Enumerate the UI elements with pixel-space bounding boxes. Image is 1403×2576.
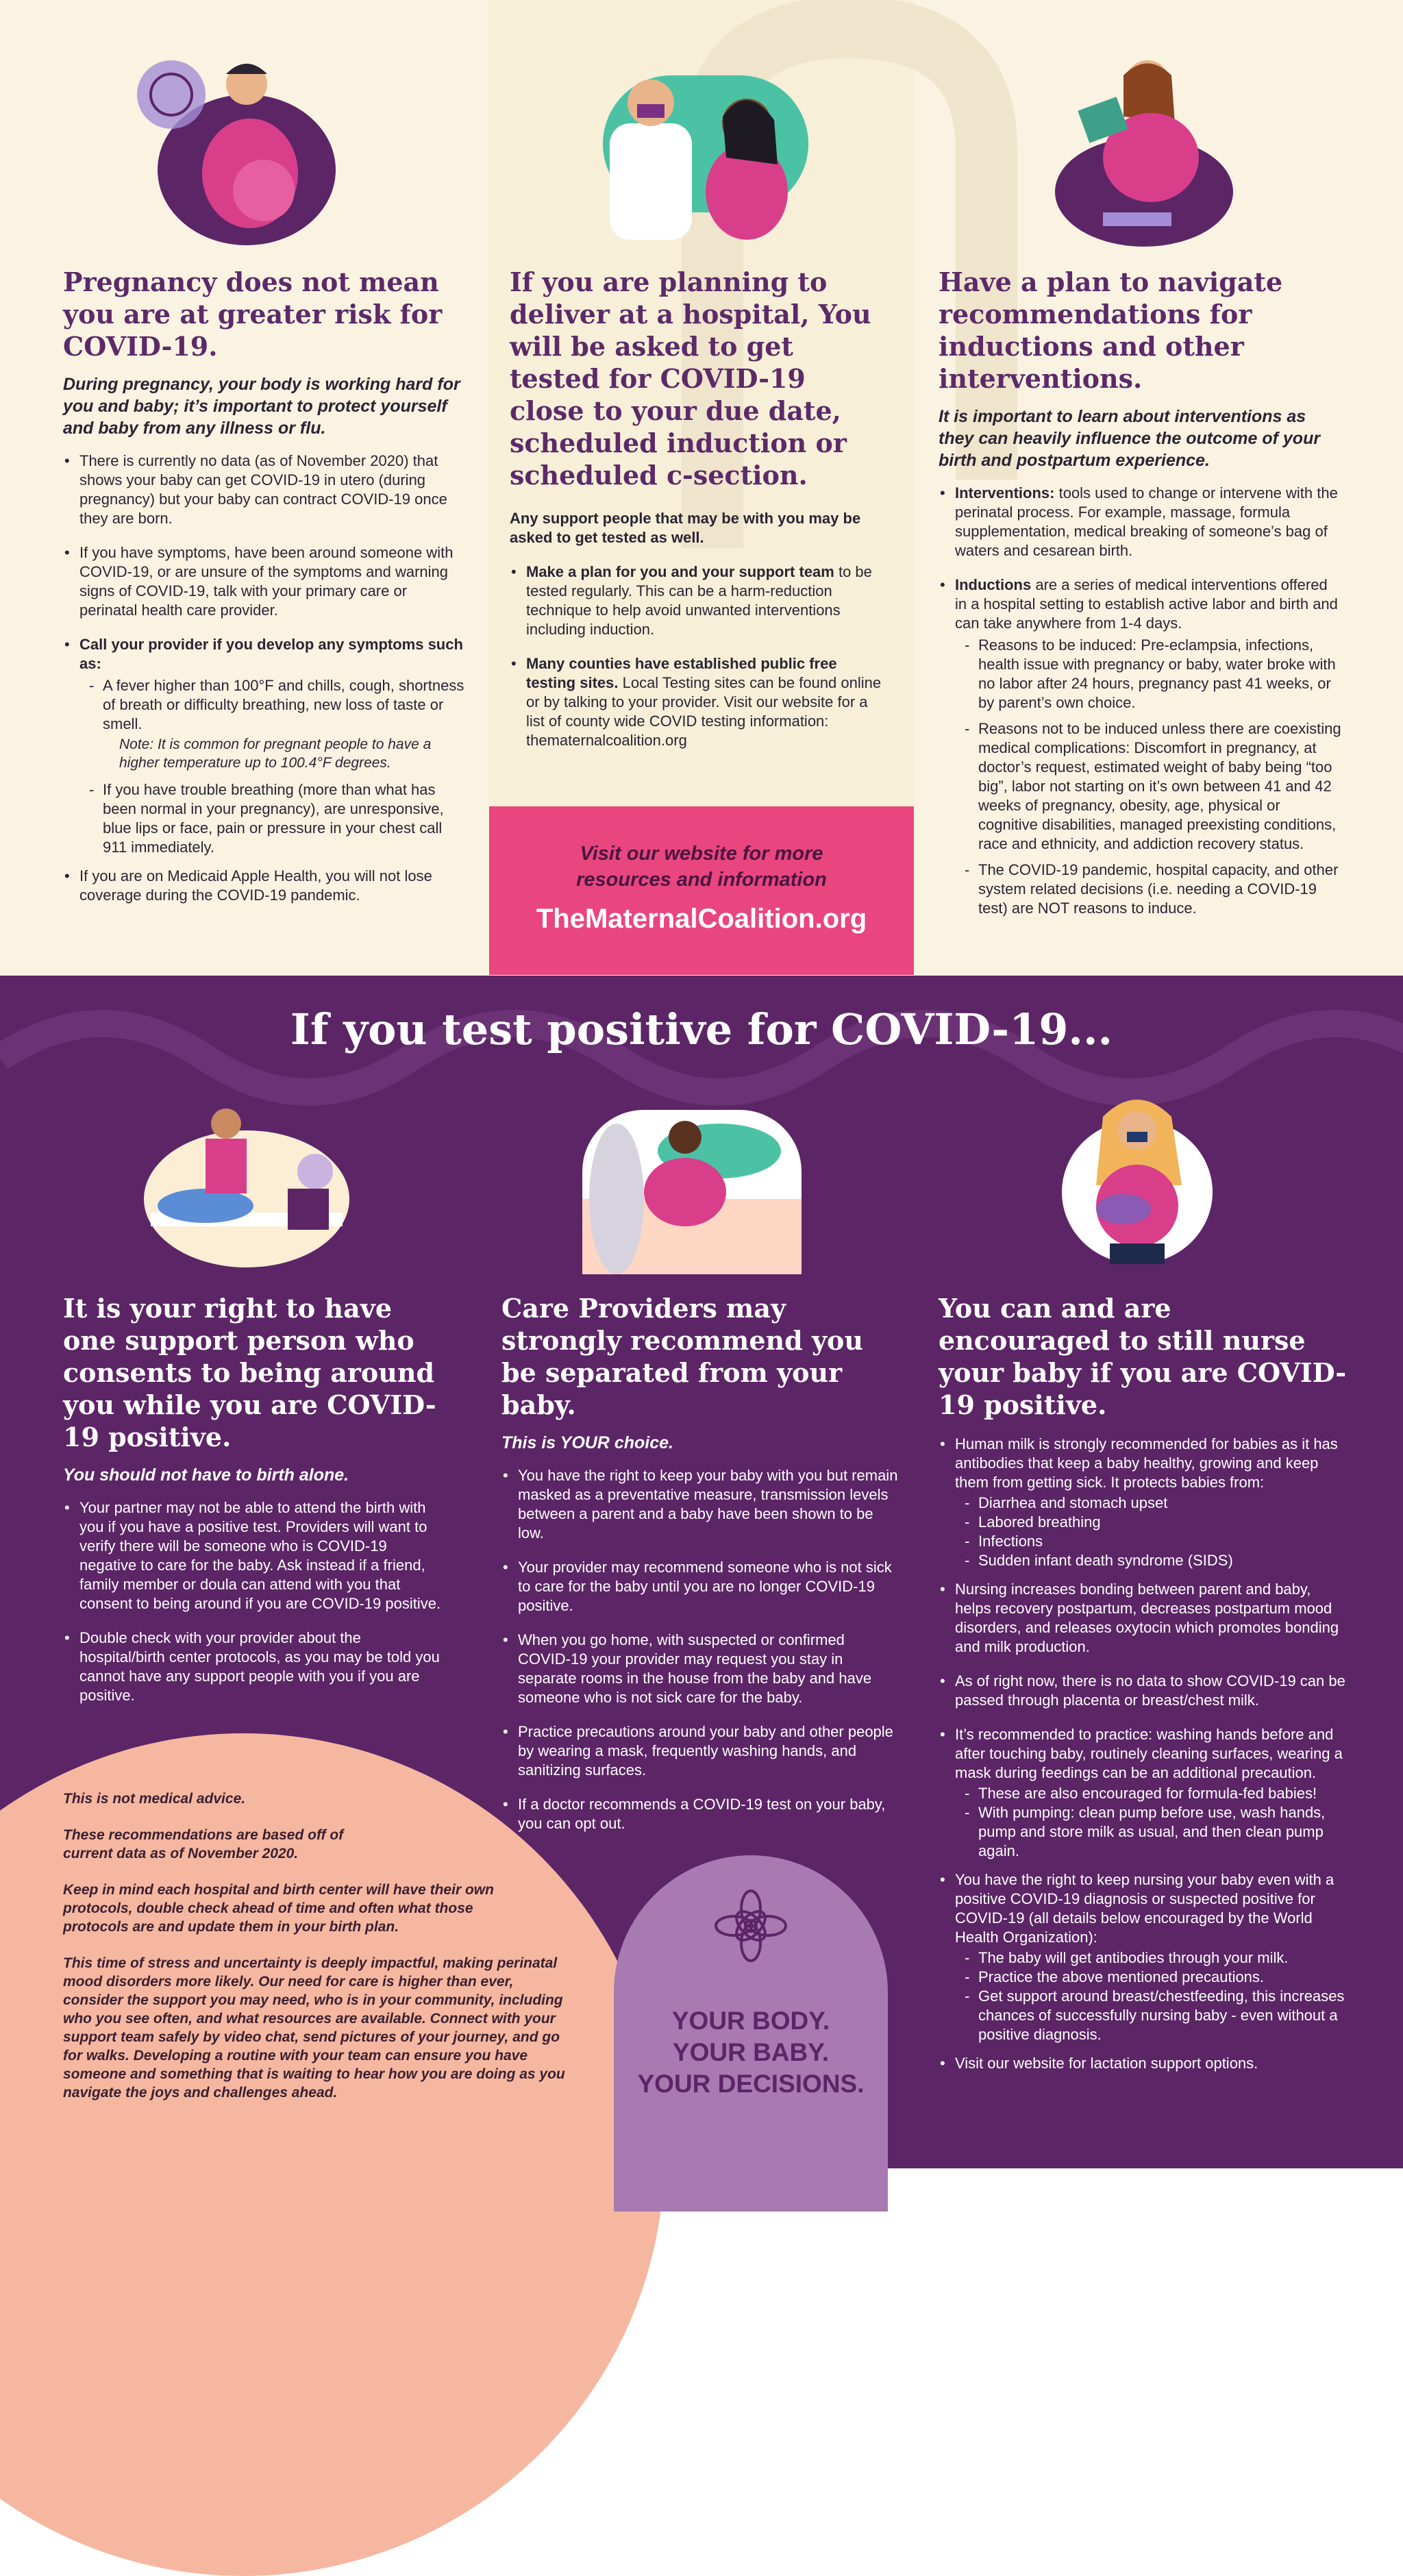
cta-text: Visit our website for more resources and information [576, 843, 827, 891]
list-item: - The baby will get antibodies through your milk. [965, 1948, 1350, 1968]
website-cta-box[interactable] [489, 806, 914, 975]
bold-lead: Many counties have established public free testing sites. [526, 655, 837, 691]
list-item: • Nursing increases bonding between parent and baby, helps recovery postpartum, decreases postpartum mood disorders, and releases oxytocin which promotes bonding and milk production. [939, 1580, 1350, 1657]
column-inductions [939, 266, 1343, 933]
heading-separation: Care Providers may strongly recommend you be separated from your baby. [501, 1293, 864, 1420]
slogan-line: YOUR BABY. [672, 2038, 830, 2066]
list-item: • As of right now, there is no data to show COVID-19 can be passed through placenta or breast/chest milk. [939, 1672, 1350, 1710]
list-item [510, 562, 886, 639]
list-item: - The COVID-19 pandemic, hospital capacity, and other system related decisions (i.e. needing a COVID-19 test) are NOT reasons to induce. [965, 860, 1343, 918]
list-text: are a series of medical interventions offered in a hospital setting to establish active labor and birth and can take anywhere from 1-4 days. [955, 576, 1338, 632]
list-item: - Reasons to be induced: Pre-eclampsia, infections, health issue with pregnancy or baby, water broke with no labor after 24 hours, pregnancy past 41 weeks, or by parent’s own choice. [965, 636, 1343, 713]
doctor-testing-illustration [589, 62, 822, 240]
list-item: - Infections [965, 1532, 1350, 1551]
heading-inductions: Have a plan to navigate recommendations for inductions and other interventions. [939, 267, 1283, 394]
list-item: • Visit our website for lactation support options. [939, 2054, 1350, 2073]
list-text: You have the right to keep nursing your baby even with a positive COVID-19 diagnosis or suspected positive for COVID-19 (all details below encouraged by the World Health Organization): [955, 1871, 1334, 1946]
support-people-note: Any support people that may be with you may be asked to get tested as well. [510, 510, 861, 546]
list-item [939, 1870, 1350, 2044]
symptoms-call-provider: Call your provider if you develop any symptoms such as: [79, 636, 463, 672]
pregnant-person-illustration [130, 53, 349, 245]
column-separation [501, 1292, 899, 1848]
disclaimer-p2: These recommendations are based off of current data as of November 2020. [63, 1827, 344, 1861]
list-item [939, 575, 1343, 918]
list-item: - With pumping: clean pump before use, wash hands, pump and store milk as usual, and then clean pump again. [965, 1803, 1350, 1861]
list-item: • If you have symptoms, have been around someone with COVID-19, or are unsure of the symptoms and warning signs of COVID-19, talk with your primary care or perinatal health care provider. [63, 543, 467, 620]
slogan-text [614, 2005, 888, 2100]
slogan-line: YOUR DECISIONS. [637, 2070, 865, 2098]
positive-title: If you test positive for COVID-19... [290, 1004, 1113, 1054]
website-link[interactable]: TheMaternalCoalition.org [536, 904, 867, 934]
heading-pregnancy-risk: Pregnancy does not mean you are at greater risk for COVID-19. [63, 267, 443, 362]
list-item: - Diarrhea and stomach upset [965, 1494, 1350, 1513]
list-item: • There is currently no data (as of November 2020) that shows your baby can get COVID-19 in utero (during pregnancy) but your baby can contract COVID-19 once they are born. [63, 451, 467, 528]
lead-pregnancy: During pregnancy, your body is working hard for you and baby; it’s important to protect yourself and baby from any illness or flu. [63, 375, 460, 438]
bold-lead: Make a plan for you and your support team [526, 563, 834, 580]
disclaimer [63, 1789, 584, 2120]
list-item: - Get support around breast/chestfeeding, this increases chances of successfully nursing baby - even without a positive diagnosis. [965, 1987, 1350, 2044]
nursing-mother-illustration [1055, 1089, 1219, 1267]
list-item: - Reasons not to be induced unless there are coexisting medical complications: Discomfort in pregnancy, at doctor’s request, estimated weight of baby being “too big”, labor not starting on it’s own between 41 and 42 weeks of pregnancy, obesity, age, physical or cognitive disabilities, managed preexisting conditions, race and ethnicity, and addiction recovery status. [965, 719, 1343, 854]
list-item [510, 654, 886, 750]
heading-support-person: It is your right to have one support person who consents to being around you while you are COVID-19 positive. [63, 1293, 436, 1452]
mother-holding-baby-illustration [582, 1110, 802, 1274]
list-item: • When you go home, with suspected or confirmed COVID-19 your provider may request you stay in separate rooms in the house from the baby and have someone who is not sick care for the baby. [501, 1631, 899, 1707]
list-item: • Your provider may recommend someone who is not sick to care for the baby until you are no longer COVID-19 positive. [501, 1558, 899, 1615]
list-text: Local Testing sites can be found online or by talking to your provider. Visit our website for a list of county wide COVID testing information: thematernalcoalition.org [526, 674, 882, 749]
list-item [63, 635, 467, 857]
list-text: Human milk is strongly recommended for babies as it has antibodies that keep a baby healthy, growing and keep them from getting sick. It protects babies from: [955, 1435, 1338, 1491]
list-item: - A fever higher than 100°F and chills, cough, shortness of breath or difficulty breathing, new loss of taste or smell. [89, 676, 467, 734]
hospital-bed-illustration [137, 1096, 356, 1274]
lead-support-person: You should not have to birth alone. [63, 1465, 349, 1485]
list-item: - Labored breathing [965, 1513, 1350, 1532]
disclaimer-p3: Keep in mind each hospital and birth center will have their own protocols, double check ahead of time and often what those protocols are and update them in your birth plan. [63, 1882, 494, 1935]
column-hospital-testing [510, 266, 886, 765]
lead-interventions: It is important to learn about interventions as they can heavily influence the outcome of your birth and postpartum experience. [939, 407, 1321, 470]
list-item: • Practice precautions around your baby and other people by wearing a mask, frequently washing hands, and sanitizing surfaces. [501, 1722, 899, 1780]
lotus-icon [713, 1888, 789, 1964]
temperature-note: Note: It is common for pregnant people to have a higher temperature up to 100.4°F degrees. [119, 736, 432, 771]
list-item [939, 1435, 1350, 1570]
column-nursing [939, 1292, 1350, 2088]
heading-nursing: You can and are encouraged to still nurse your baby if you are COVID-19 positive. [939, 1293, 1347, 1420]
list-item: - Sudden infant death syndrome (SIDS) [965, 1551, 1350, 1570]
heading-hospital-testing: If you are planning to deliver at a hospital, You will be asked to get tested for COVID-19 close to your due date, scheduled induction or scheduled c-section. [510, 267, 871, 491]
list-item [939, 1725, 1350, 1861]
list-item: • If a doctor recommends a COVID-19 test on your baby, you can opt out. [501, 1795, 899, 1833]
lead-your-choice: This is YOUR choice. [501, 1433, 674, 1452]
reading-person-illustration [1048, 55, 1240, 247]
slogan-arch [614, 1855, 888, 2212]
list-item: • Your partner may not be able to attend the birth with you if you have a positive test. Providers will want to verify there will be someone who is COVID-19 negative to care for the baby. Ask instead if a friend, family member or doula can attend with you that consent to being around if you are COVID-19 positive. [63, 1498, 447, 1613]
list-text: to be tested regularly. This can be a harm-reduction technique to help avoid unwanted interventions including induction. [526, 563, 872, 638]
list-text: tools used to change or intervene with the perinatal process. For example, massage, formula supplementation, medical breaking of someone’s bag of waters and cesarean birth. [955, 484, 1338, 559]
list-text: It’s recommended to practice: washing hands before and after touching baby, routinely cleaning surfaces, wearing a mask during feedings can be an additional precaution. [955, 1726, 1343, 1781]
bold-lead: Inductions [955, 576, 1032, 593]
slogan-line: YOUR BODY. [671, 2007, 830, 2035]
bold-lead: Interventions: [955, 484, 1055, 501]
column-support-person [63, 1292, 447, 1720]
list-item: • If you are on Medicaid Apple Health, you will not lose coverage during the COVID-19 pandemic. [63, 867, 467, 905]
disclaimer-p4: This time of stress and uncertainty is deeply impactful, making perinatal mood disorders more likely. Our need for care is higher than ever, consider the support you may need, who is in your community, including who you see often, and what resources are available. Connect with your support team safely by video chat, send pictures of your journey, and go for walks. Developing a routine with your team can ensure you have someone and something that is waiting to hear how you are doing as you navigate the joys and challenges ahead. [63, 1955, 565, 2101]
list-item [939, 484, 1343, 560]
list-item: • You have the right to keep your baby with you but remain masked as a preventative measure, transmission levels between a parent and a baby have been shown to be low. [501, 1466, 899, 1543]
list-item: - If you have trouble breathing (more than what has been normal in your pregnancy), are unresponsive, blue lips or face, pain or pressure in your chest call 911 immediately. [89, 780, 467, 857]
list-item: - Practice the above mentioned precautions. [965, 1968, 1350, 1987]
disclaimer-p1: This is not medical advice. [63, 1791, 246, 1807]
column-pregnancy-risk [63, 266, 467, 920]
list-item: - These are also encouraged for formula-fed babies! [965, 1784, 1350, 1803]
list-item: • Double check with your provider about the hospital/birth center protocols, as you may be told you cannot have any support people with you if you are positive. [63, 1628, 447, 1705]
